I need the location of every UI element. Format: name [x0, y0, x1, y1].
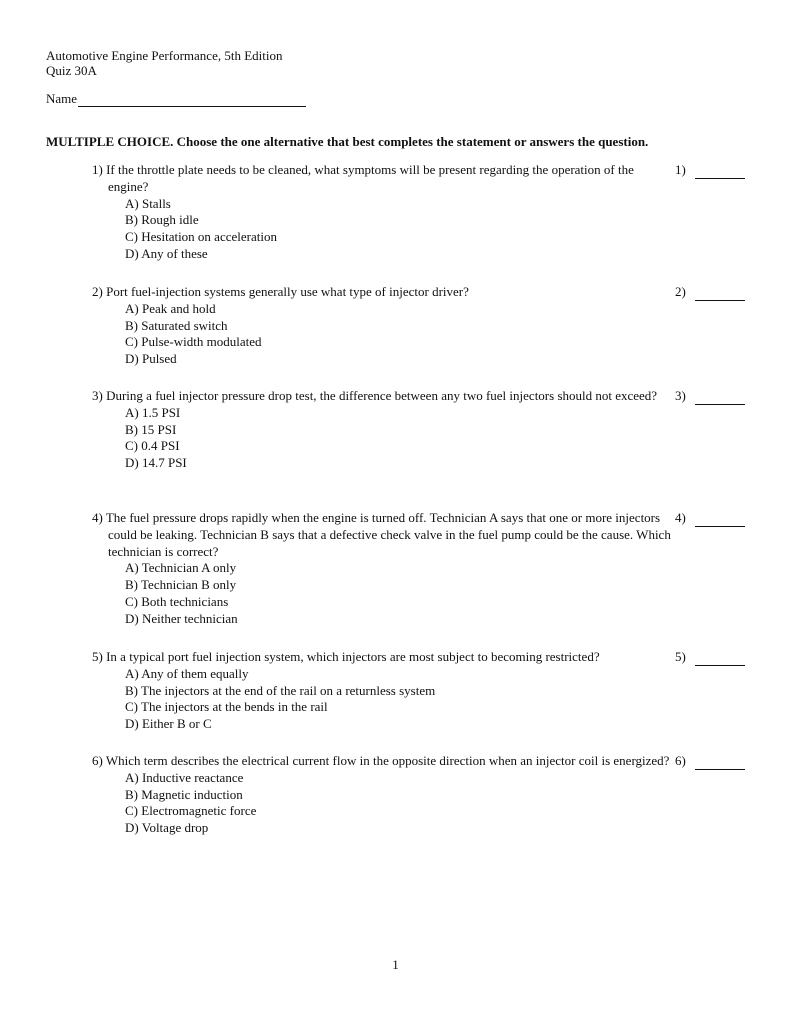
option-b[interactable]: B) Technician B only: [125, 577, 237, 593]
answer-label: 2): [675, 284, 686, 299]
book-title: Automotive Engine Performance, 5th Edition: [46, 48, 283, 63]
answer-blank[interactable]: [695, 653, 745, 666]
option-b[interactable]: B) The injectors at the end of the rail on a returnless system: [125, 682, 436, 698]
question-stem: The fuel pressure drops rapidly when the engine is turned off. Technician A says that one or more injectors could be leaking. Technician B says that a defective check valve in the fuel pump could be the cause. Which technician is correct?: [105, 510, 671, 559]
answer-label: 5): [675, 649, 686, 664]
option-d[interactable]: D) Neither technician: [125, 610, 238, 626]
question-number: 1): [92, 162, 103, 177]
name-field[interactable]: [78, 94, 306, 107]
question-3: [92, 388, 752, 472]
question-number: 5): [92, 649, 103, 664]
question-5: [92, 649, 752, 733]
name-label: Name: [46, 91, 78, 106]
question-stem: Which term describes the electrical current flow in the opposite direction when an injector coil is energized?: [105, 753, 670, 768]
name-row: [46, 91, 306, 107]
option-d[interactable]: D) Pulsed: [125, 351, 177, 367]
option-c[interactable]: C) Hesitation on acceleration: [125, 229, 277, 245]
option-a[interactable]: A) 1.5 PSI: [125, 404, 181, 420]
options-list: [92, 770, 752, 837]
option-c[interactable]: C) The injectors at the bends in the rail: [125, 699, 328, 715]
answer-slot: [675, 753, 745, 770]
option-c[interactable]: C) 0.4 PSI: [125, 438, 180, 454]
page-number: 1: [392, 957, 399, 972]
option-c[interactable]: C) Both technicians: [125, 593, 229, 609]
question-4: [92, 510, 752, 628]
option-b[interactable]: B) Rough idle: [125, 212, 199, 228]
question-stem: During a fuel injector pressure drop test, the difference between any two fuel injectors should not exceed?: [106, 388, 658, 403]
answer-label: 3): [675, 388, 686, 403]
options-list: [92, 301, 752, 368]
option-b[interactable]: B) Magnetic induction: [125, 786, 243, 802]
question-number: 2): [92, 284, 103, 299]
answer-label: 4): [675, 510, 686, 525]
question-number: 3): [92, 388, 103, 403]
option-b[interactable]: B) Saturated switch: [125, 317, 228, 333]
answer-blank[interactable]: [695, 514, 745, 527]
question-text: [92, 510, 675, 560]
answer-slot: [675, 284, 745, 301]
options-list: [92, 666, 752, 733]
question-number: 4): [92, 510, 103, 525]
option-c[interactable]: C) Pulse-width modulated: [125, 334, 262, 350]
quiz-title: Quiz 30A: [46, 63, 97, 78]
question-text: [92, 649, 675, 666]
option-a[interactable]: A) Inductive reactance: [125, 769, 244, 785]
question-text: [92, 162, 675, 196]
option-d[interactable]: D) 14.7 PSI: [125, 455, 187, 471]
answer-blank[interactable]: [695, 757, 745, 770]
document-header: [46, 48, 282, 78]
options-list: [92, 560, 752, 627]
question-1: [92, 162, 752, 263]
answer-blank[interactable]: [695, 166, 745, 179]
answer-blank[interactable]: [695, 288, 745, 301]
answer-label: 1): [675, 162, 686, 177]
question-number: 6): [92, 753, 103, 768]
options-list: [92, 405, 752, 472]
answer-label: 6): [675, 753, 686, 768]
question-stem: In a typical port fuel injection system, which injectors are most subject to becoming restricted?: [106, 649, 600, 664]
question-6: [92, 753, 752, 837]
question-text: [92, 388, 675, 405]
question-stem: If the throttle plate needs to be cleaned, what symptoms will be present regarding the operation of the engine?: [106, 162, 634, 194]
option-c[interactable]: C) Electromagnetic force: [125, 803, 257, 819]
option-a[interactable]: A) Any of them equally: [125, 665, 249, 681]
option-b[interactable]: B) 15 PSI: [125, 421, 177, 437]
question-2: [92, 284, 752, 368]
option-d[interactable]: D) Voltage drop: [125, 820, 209, 836]
question-text: [92, 753, 675, 770]
options-list: [92, 196, 752, 263]
question-text: [92, 284, 675, 301]
question-stem: Port fuel-injection systems generally use what type of injector driver?: [106, 284, 469, 299]
answer-slot: [675, 388, 745, 405]
answer-slot: [675, 162, 745, 179]
answer-slot: [675, 510, 745, 527]
instructions: MULTIPLE CHOICE. Choose the one alternative that best completes the statement or answers the question.: [46, 134, 649, 149]
option-a[interactable]: A) Technician A only: [125, 560, 237, 576]
option-d[interactable]: D) Any of these: [125, 245, 208, 261]
option-d[interactable]: D) Either B or C: [125, 716, 212, 732]
option-a[interactable]: A) Peak and hold: [125, 300, 216, 316]
answer-slot: [675, 649, 745, 666]
option-a[interactable]: A) Stalls: [125, 195, 171, 211]
answer-blank[interactable]: [695, 392, 745, 405]
